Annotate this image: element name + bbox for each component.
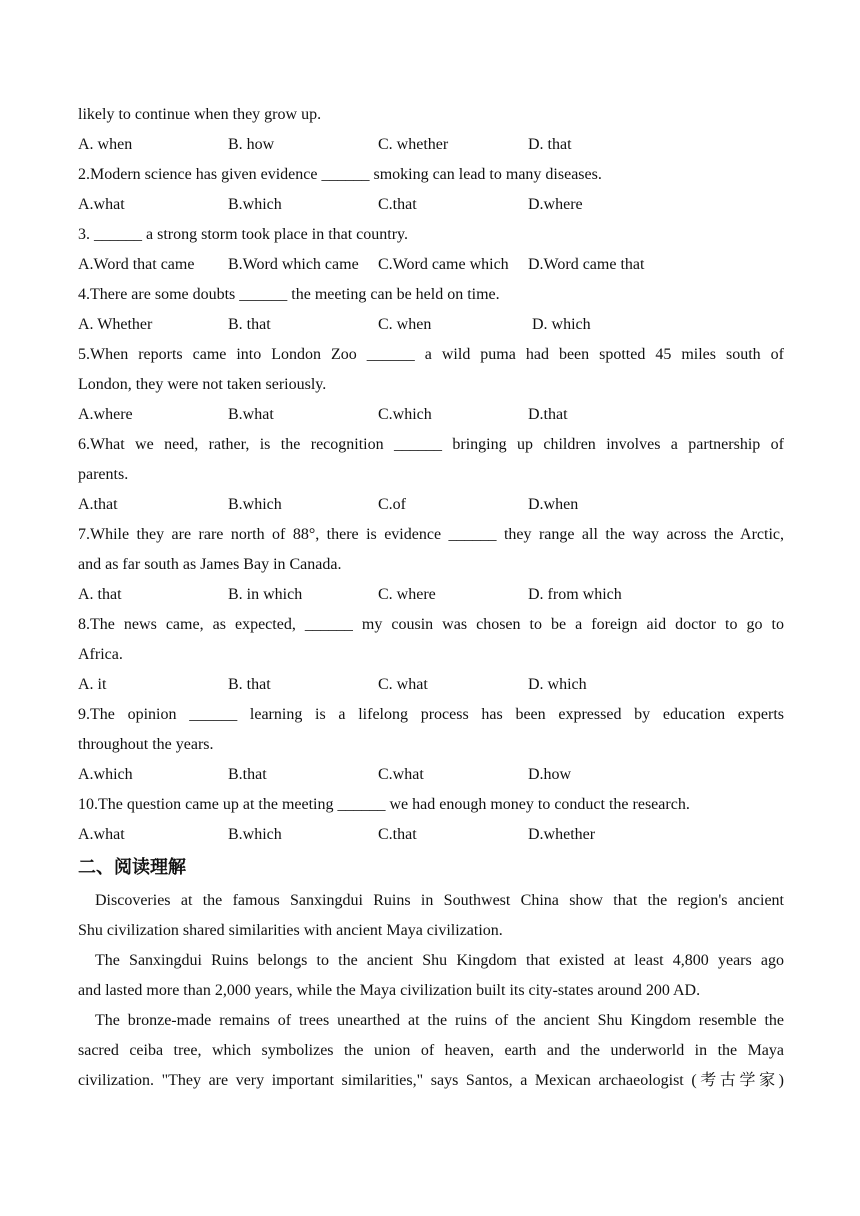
option-c: C. whether [378, 136, 449, 153]
option-a: A. that [78, 586, 122, 603]
option-b: B.which [228, 196, 282, 213]
question-3-stem: 3. ______ a strong storm took place in that country. [78, 226, 409, 243]
question-2-options [78, 190, 784, 220]
option-b: B.Word which came [228, 256, 359, 273]
option-c: C. what [378, 676, 428, 693]
question-9-options [78, 760, 784, 790]
option-b: B. in which [228, 586, 303, 603]
option-d: D. from which [528, 586, 622, 603]
section-heading-reading: 二、阅读理解 [78, 857, 186, 878]
passage-paragraph-2-line-1: The Sanxingdui Ruins belongs to the ancient Shu Kingdom that existed at least 4,800 years ago [95, 952, 784, 969]
question-5-options [78, 400, 784, 430]
question-9-stem-line-1: 9.The opinion ______ learning is a lifelong process has been expressed by education experts [78, 706, 784, 723]
option-b: B.that [228, 766, 267, 783]
passage-paragraph-3-line-1: The bronze-made remains of trees unearthed at the ruins of the ancient Shu Kingdom resemble the [95, 1012, 784, 1029]
passage-paragraph-2-line-2: and lasted more than 2,000 years, while the Maya civilization built its city-states around 200 AD. [78, 982, 701, 999]
question-5-stem-line-1: 5.When reports came into London Zoo ______ a wild puma had been spotted 45 miles south of [78, 346, 784, 363]
question-10-stem: 10.The question came up at the meeting ______ we had enough money to conduct the research. [78, 796, 690, 813]
question-10-options [78, 820, 784, 850]
passage-paragraph-3-line-3: civilization. "They are very important similarities," says Santos, a Mexican archaeologist (考古学家) [78, 1072, 784, 1089]
option-b: B.which [228, 496, 282, 513]
option-d: D. that [528, 136, 572, 153]
option-b: B.what [228, 406, 274, 423]
option-d: D.how [528, 766, 572, 783]
option-a: A.which [78, 766, 133, 783]
option-d: D.Word came that [528, 256, 645, 273]
option-c: C. when [378, 316, 432, 333]
option-a: A. when [78, 136, 133, 153]
option-b: B. that [228, 676, 271, 693]
passage-paragraph-1-line-1: Discoveries at the famous Sanxingdui Ruins in Southwest China show that the region's ancient [95, 892, 784, 909]
option-b: B.which [228, 826, 282, 843]
option-a: A.where [78, 406, 133, 423]
question-9-stem-line-2: throughout the years. [78, 736, 214, 753]
option-c: C.that [378, 196, 417, 213]
option-a: A.what [78, 826, 125, 843]
question-8-stem-line-2: Africa. [78, 646, 123, 663]
option-c: C. where [378, 586, 436, 603]
question-1-options [78, 130, 784, 160]
option-a: A. it [78, 676, 107, 693]
option-d: D. which [528, 676, 587, 693]
option-c: C.which [378, 406, 432, 423]
question-6-stem-line-1: 6.What we need, rather, is the recognition ______ bringing up children involves a partnership of [78, 436, 784, 453]
question-7-stem-line-1: 7.While they are rare north of 88°, there is evidence ______ they range all the way across the Arctic, [78, 526, 784, 543]
document-content [78, 100, 784, 1096]
option-c: C.that [378, 826, 417, 843]
question-1-stem-tail: likely to continue when they grow up. [78, 106, 322, 123]
option-d: D.that [528, 406, 568, 423]
question-4-stem: 4.There are some doubts ______ the meeting can be held on time. [78, 286, 500, 303]
passage-paragraph-3-line-2: sacred ceiba tree, which symbolizes the union of heaven, earth and the underworld in the Maya [78, 1042, 784, 1059]
option-d: D.where [528, 196, 583, 213]
option-d: D. which [528, 316, 591, 333]
question-8-options [78, 670, 784, 700]
option-c: C.of [378, 496, 406, 513]
option-a: A.what [78, 196, 125, 213]
option-b: B. that [228, 316, 271, 333]
option-c: C.Word came which [378, 256, 509, 273]
question-6-options [78, 490, 784, 520]
question-6-stem-line-2: parents. [78, 466, 129, 483]
option-a: A.Word that came [78, 256, 195, 273]
question-7-stem-line-2: and as far south as James Bay in Canada. [78, 556, 342, 573]
passage-paragraph-1-line-2: Shu civilization shared similarities with ancient Maya civilization. [78, 922, 503, 939]
option-b: B. how [228, 136, 275, 153]
option-a: A. Whether [78, 316, 153, 333]
option-a: A.that [78, 496, 118, 513]
question-4-options [78, 310, 784, 340]
question-2-stem: 2.Modern science has given evidence ______ smoking can lead to many diseases. [78, 166, 602, 183]
question-8-stem-line-1: 8.The news came, as expected, ______ my cousin was chosen to be a foreign aid doctor to go to [78, 616, 784, 633]
question-3-options [78, 250, 784, 280]
question-5-stem-line-2: London, they were not taken seriously. [78, 376, 327, 393]
question-7-options [78, 580, 784, 610]
option-d: D.when [528, 496, 579, 513]
option-c: C.what [378, 766, 424, 783]
option-d: D.whether [528, 826, 596, 843]
